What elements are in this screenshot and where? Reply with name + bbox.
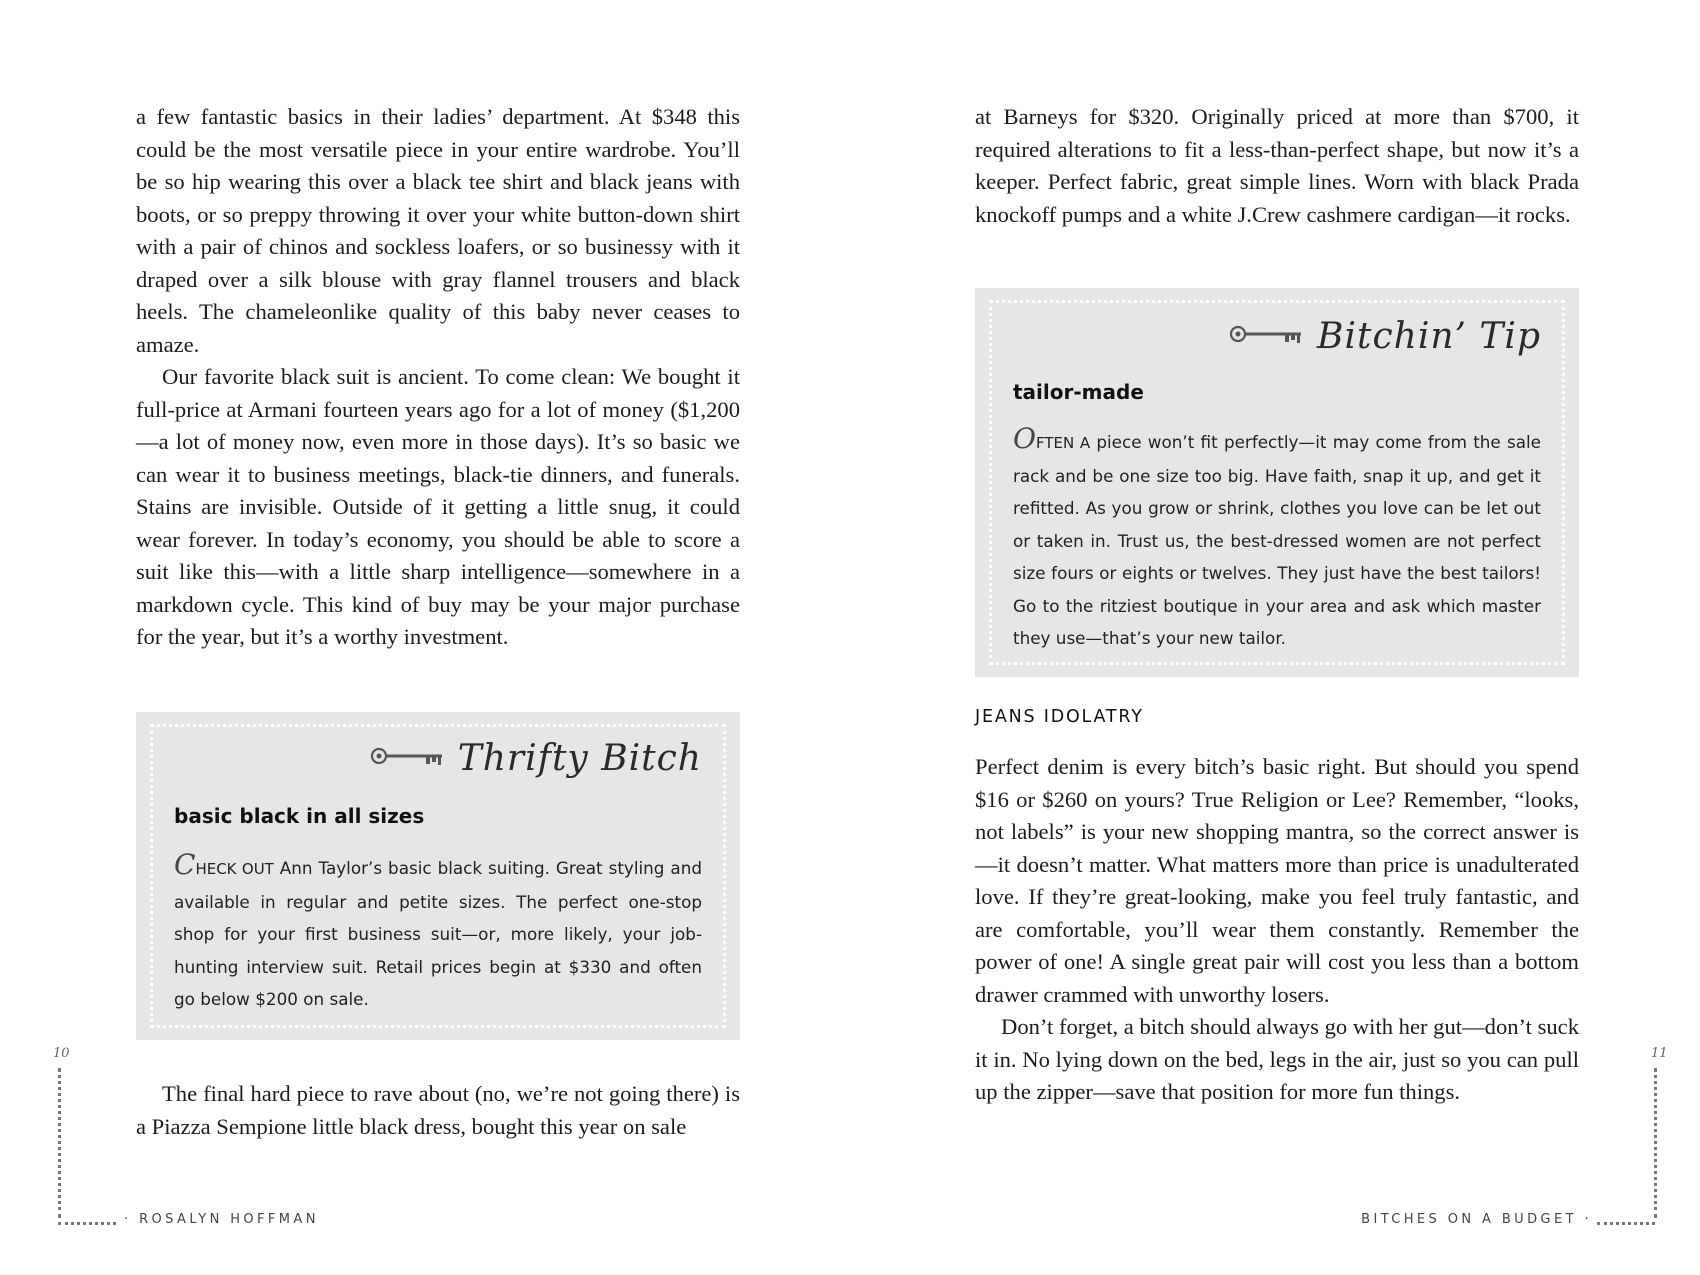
sidebar-body-text: Ann Taylor’s basic black suiting. Great styling and available in regular and petite sizes. The perfect one-stop shop for your first business suit—or, more likely, your job-hunting interview suit. Retail prices begin at $330 and often go below $200 on sale. [174,858,702,1009]
sidebar-header-text: Thrifty Bitch [457,738,702,779]
drop-cap: C [174,848,196,881]
right-opening-text [975,101,1579,231]
paragraph: a few fantastic basics in their ladies’ department. At $348 this could be the most versatile piece in your entire wardrobe. You’ll be so hip wearing this over a black tee shirt and black jeans with boots, or so preppy throwing it over your white button-down shirt with a pair of chinos and sockless loafers, or so businessy with it draped over a silk blouse with gray flannel trousers and black heels. The chameleonlike quality of this baby never ceases to amaze. [136,104,740,357]
sidebar-header [1229,316,1541,357]
running-head-text: BITCHES ON A BUDGET [1361,1212,1577,1227]
running-head-text: ROSALYN HOFFMAN [139,1212,319,1227]
paragraph: The final hard piece to rave about (no, we’re not going there) is a Piazza Sempione little black dress, bought this year on sale [136,1081,740,1139]
small-caps-lead: HECK OUT [195,860,274,878]
page-number: 10 [53,1046,70,1061]
key-icon [370,744,448,773]
right-body-text [975,751,1579,1109]
dotted-rule-vertical [1654,1068,1657,1218]
left-body-text [136,101,740,654]
sidebar-body-text: piece won’t fit perfectly—it may come from the sale rack and be one size too big. Have faith, snap it up, and get it refitted. As you grow or shrink, clothes you love can be let out or taken in. Trust us, the best-dressed women are not perfect size fours or eights or twelves. They just have the best tailors! Go to the ritziest boutique in your area and ask which master they use—that’s your new tailor. [1013,432,1541,648]
dotted-rule-horizontal [1597,1222,1655,1225]
key-icon [1229,322,1307,351]
sidebar-header-text: Bitchin’ Tip [1317,316,1541,357]
running-head: BITCHES ON A BUDGET · [1361,1212,1592,1227]
paragraph: Our favorite black suit is ancient. To come clean: We bought it full-price at Armani fourteen years ago for a lot of money ($1,200—a lot of money now, even more in those days). It’s so basic we can wear it to business meetings, black-tie dinners, and funerals. Stains are invisible. Outside of it getting a little snug, it could wear forever. In today’s economy, you should be able to score a suit like this—with a little sharp intelligence—somewhere in a markdown cycle. This kind of buy may be your major purchase for the year, but it’s a worthy investment. [136,364,740,649]
sidebar-header [370,738,702,779]
paragraph: at Barneys for $320. Originally priced at more than $700, it required alterations to fit a less-than-perfect shape, but now it’s a keeper. Perfect fabric, great simple lines. Worn with black Prada knockoff pumps and a white J.Crew cashmere cardigan—it rocks. [975,104,1579,227]
sidebar-title: tailor-made [1013,380,1144,404]
dotted-rule-vertical [58,1068,61,1218]
section-heading: JEANS IDOLATRY [975,707,1144,727]
paragraph: Don’t forget, a bitch should always go with her gut—don’t suck it in. No lying down on the bed, legs in the air, just so you can pull up the zipper—save that position for more fun things. [975,1014,1579,1104]
dotted-rule-horizontal [58,1222,116,1225]
page-number: 11 [1651,1046,1668,1061]
thrifty-bitch-sidebar [136,712,740,1040]
sidebar-body [174,848,702,1016]
left-closing-text [136,1078,740,1143]
running-head: · ROSALYN HOFFMAN [124,1212,319,1227]
right-page [850,0,1700,1275]
paragraph: Perfect denim is every bitch’s basic right. But should you spend $16 or $260 on yours? True Religion or Lee? Remember, “looks, not labels” is your new shopping mantra, so the correct answer is—it doesn’t matter. What matters more than price is unadulterated love. If they’re great-looking, make you feel truly fantastic, and are comfortable, you’ll wear them constantly. Remember the power of one! A single great pair will cost you less than a bottom drawer crammed with unworthy losers. [975,754,1579,1007]
sidebar-title: basic black in all sizes [174,804,425,828]
sidebar-body [1013,422,1541,655]
drop-cap: O [1013,422,1036,455]
small-caps-lead: FTEN A [1035,434,1091,452]
bitchin-tip-sidebar [975,288,1579,677]
